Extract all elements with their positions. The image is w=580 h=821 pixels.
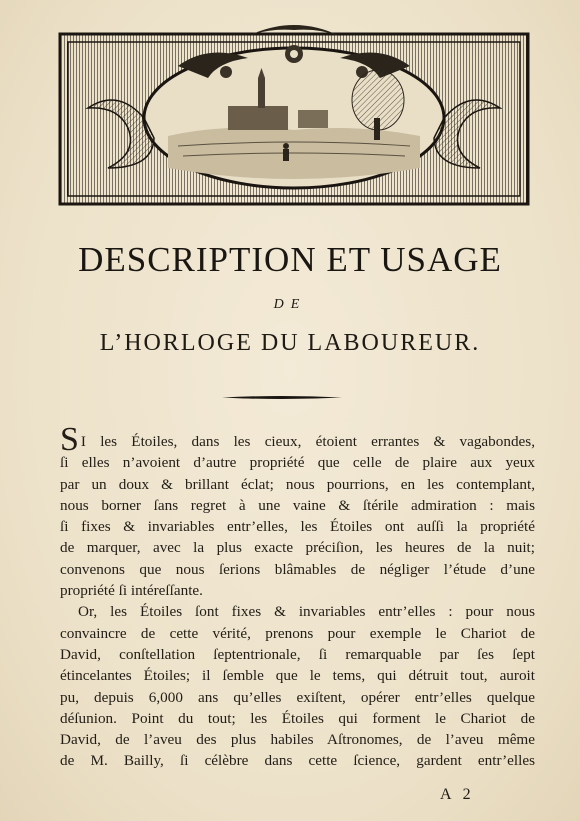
page-subtitle: L’HORLOGE DU LABOUREUR. (99, 330, 481, 356)
engraved-vignette (58, 18, 530, 208)
paragraph-1 (60, 421, 535, 601)
text-line: propriété ſi intéreſſante. (60, 582, 203, 600)
text-line: étincelantes Étoiles; il ſemble que le tems, qui détruit tout, auroit (60, 667, 535, 685)
text-line: Or, les Étoiles ſont fixes & invariables entr’elles : pour nous (78, 603, 535, 621)
text-line: ſi fixes & invariables entr’elles, les Étoiles ont auſſi la propriété (60, 518, 535, 536)
drop-cap: S (60, 421, 79, 458)
text-line: S I les Étoiles, dans les cieux, étoient errantes & vagabondes, (60, 421, 535, 458)
text-line: convenons que nous ſerions blâmables de négliger l’étude d’une (60, 560, 535, 578)
ornamental-rule (222, 395, 342, 400)
page-title: DESCRIPTION ET USAGE (78, 240, 502, 279)
text-line: David, de l’aveu des plus habiles Aſtronomes, de l’aveu même (60, 731, 535, 749)
text-line: par un doux & brillant éclat; nous pourrions, en les contemplant, (60, 475, 535, 493)
text-line: de marquer, avec la plus exacte préciſion, les heures de la nuit; (60, 539, 535, 557)
text-line: pu, depuis 6,000 ans qu’elles exiſtent, opérer entr’elles quelque (60, 688, 535, 706)
text-line: convaincre de cette vérité, prenons pour exemple le Chariot de (60, 624, 535, 642)
title-connector: DE (273, 297, 307, 312)
text-line: déſunion. Point du tout; les Étoiles qui forment le Chariot de (60, 709, 535, 727)
text-line: nous borner ſans regret à une vaine & ſtérile admiration : mais (60, 496, 535, 514)
signature-mark: A 2 (440, 786, 475, 803)
text-line: ſi elles n’avoient d’autre propriété que celle de plaire aux yeux (60, 454, 535, 472)
text-line: David, conſtellation ſeptentrionale, ſi remarquable par ſes ſept (60, 645, 535, 663)
text-line: de M. Bailly, ſi célèbre dans cette ſcience, gardent entr’elles (60, 752, 535, 770)
body-text (60, 421, 535, 772)
paragraph-2 (60, 601, 535, 771)
